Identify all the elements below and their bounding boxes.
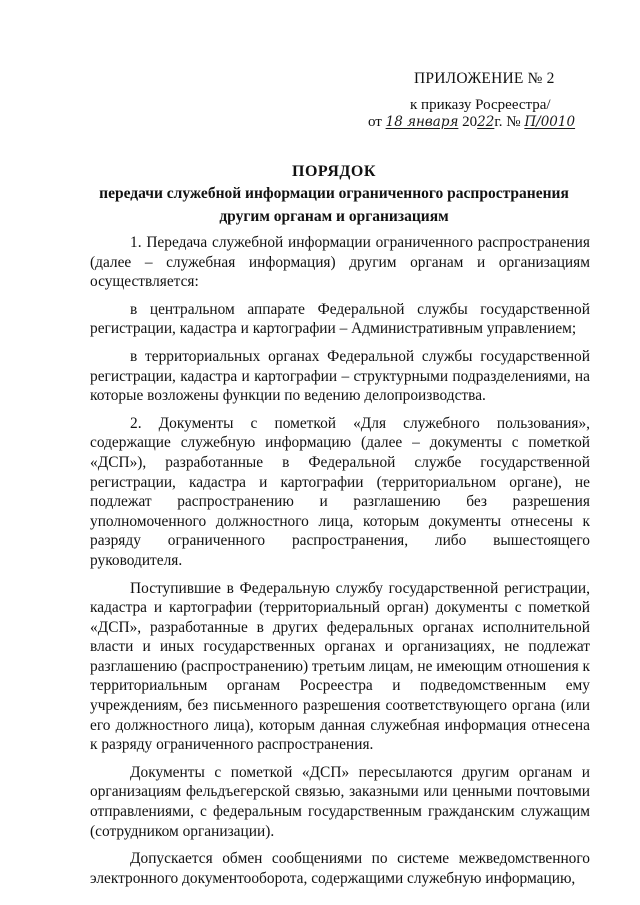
paragraph-2: в центральном аппарате Федеральной службы государственной регистрации, кадастра и картографии – Административным управлением; [90, 300, 590, 338]
paragraph-6: Документы с пометкой «ДСП» пересылаются другим органам и организациям фельдъегерской связью, заказными или ценными почтовыми отправлениями, с федеральным государственным гражданским служащим (сотрудником организации). [90, 763, 590, 840]
handwritten-year: 22 [477, 114, 495, 130]
paragraph-1: 1. Передача служебной информации ограниченного распространения (далее – служебная информация) другим органам и организациям осуществляется: [90, 234, 590, 291]
paragraph-4: 2. Документы с пометкой «Для служебного пользования», содержащие служебную информацию (далее – документы с пометкой «ДСП»), разработанные в Федеральной службе государственной регистрации, кадастра и картографии (территориальном органе), не подлежат распространению и разглашению без разрешения уполномоченного должностного лица, которым документы отнесены к разряду ограниченного распространения, либо вышестоящего руководителя. [90, 414, 590, 569]
document-subtitle-line-2: другим органам и организациям [219, 208, 449, 225]
document-body [90, 233, 590, 888]
date-prefix: от [368, 114, 382, 130]
document-subtitle-line-1: передачи служебной информации ограниченного распространения [99, 185, 569, 202]
year-suffix: г. № [494, 114, 521, 130]
order-date-line [368, 114, 575, 131]
order-reference-text: к приказу Росреестра [410, 97, 547, 113]
handwritten-date: 18 января [385, 114, 459, 130]
document-title: ПОРЯДОК [292, 163, 376, 180]
paragraph-5: Поступившие в Федеральную службу государственной регистрации, кадастра и картографии (территориальный орган) документы с пометкой «ДСП», разработанные в других федеральных органах исполнительной власти и иных государственных органах и организациях, не подлежат разглашению (распространению) третьим лицам, не имеющим отношения к территориальным органам Росреестра и подведомственным ему учреждениям, без письменного разрешения соответствующего органа (или его должностного лица), которым данная служебная информация отнесена к разряду ограниченного распространения. [90, 579, 590, 754]
slash-mark: / [546, 97, 551, 113]
order-reference [410, 97, 551, 114]
year-prefix: 20 [462, 114, 478, 130]
appendix-label: ПРИЛОЖЕНИЕ № 2 [414, 70, 555, 87]
paragraph-7: Допускается обмен сообщениями по системе межведомственного электронного документооборота, содержащими служебную информацию, [90, 850, 590, 887]
handwritten-order-number: П/0010 [524, 114, 576, 130]
document-heading [60, 163, 608, 227]
paragraph-3: в территориальных органах Федеральной службы государственной регистрации, кадастра и картографии – структурными подразделениями, на которые возложены функции по ведению делопроизводства. [90, 347, 590, 405]
